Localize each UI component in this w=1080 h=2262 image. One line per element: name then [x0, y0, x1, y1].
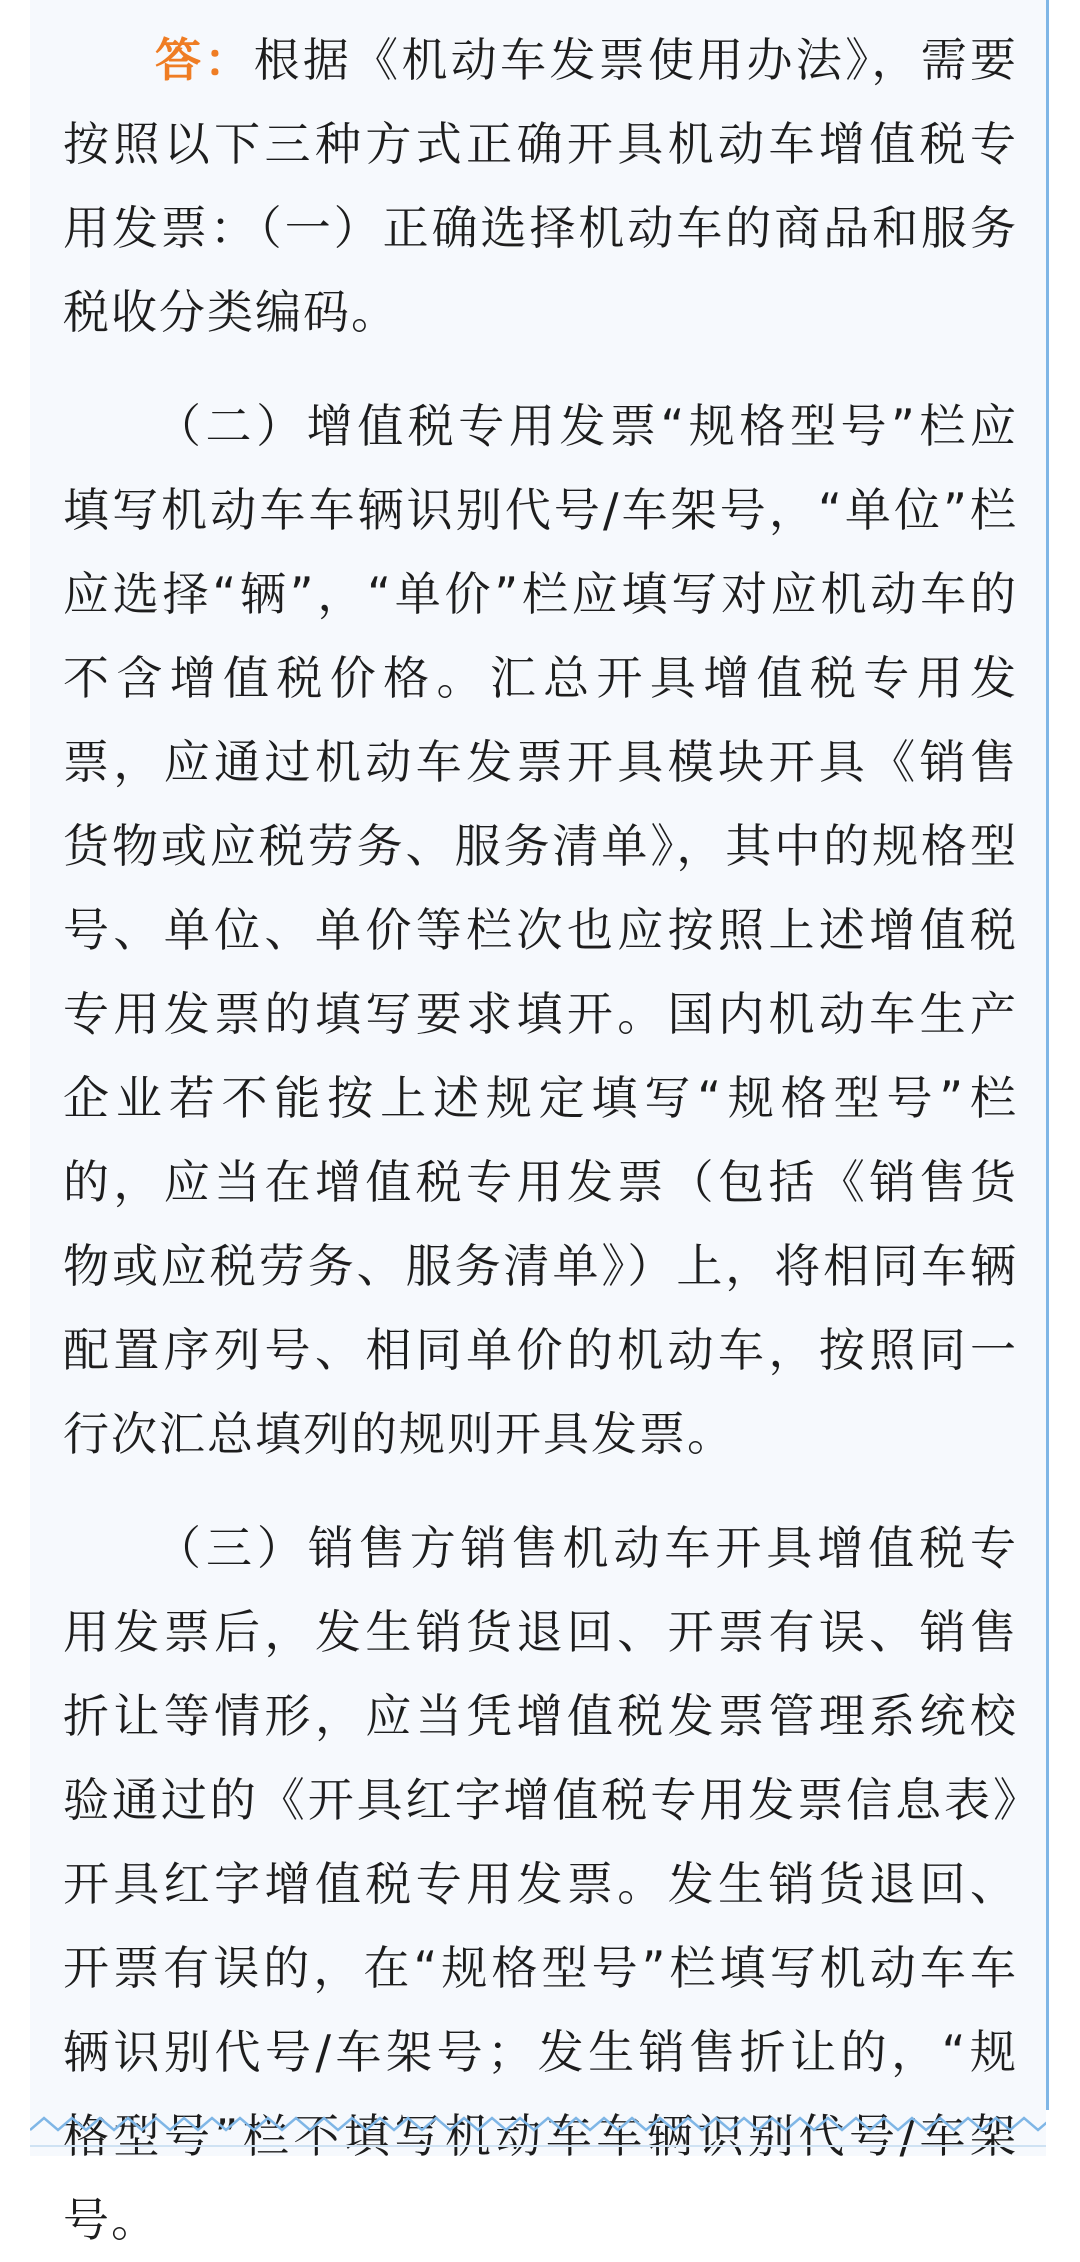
paragraph-1: [63, 18, 1018, 354]
paragraph-2: （二）增值税专用发票“规格型号”栏应填写机动车车辆识别代号/车架号，“单位”栏应选择“辆”，“单价”栏应填写对应机动车的不含增值税价格。汇总开具增值税专用发票，应通过机动车发票开具模块开具《销售货物或应税劳务、服务清单》，其中的规格型号、单位、单价等栏次也应按照上述增值税专用发票的填写要求填开。国内机动车生产企业若不能按上述规定填写“规格型号”栏的，应当在增值税专用发票（包括《销售货物或应税劳务、服务清单》）上，将相同车辆配置序列号、相同单价的机动车，按照同一行次汇总填列的规则开具发票。: [63, 399, 1018, 1461]
wavy-bottom-border: [30, 2110, 1046, 2150]
card-right-border: [1046, 0, 1049, 2110]
paragraph-3: （三）销售方销售机动车开具增值税专用发票后，发生销货退回、开票有误、销售折让等情形，应当凭增值税发票管理系统校验通过的《开具红字增值税专用发票信息表》开具红字增值税专用发票。发生销货退回、开票有误的，在“规格型号”栏填写机动车车辆识别代号/车架号；发生销售折让的，“规格型号”栏不填写机动车车辆识别代号/车架号。: [63, 1521, 1018, 2247]
paragraph-1-text: 根据《机动车发票使用办法》，需要按照以下三种方式正确开具机动车增值税专用发票：（一）正确选择机动车的商品和服务税收分类编码。: [63, 33, 1019, 339]
answer-label: 答：: [155, 33, 254, 87]
article-body: [63, 18, 1018, 2262]
